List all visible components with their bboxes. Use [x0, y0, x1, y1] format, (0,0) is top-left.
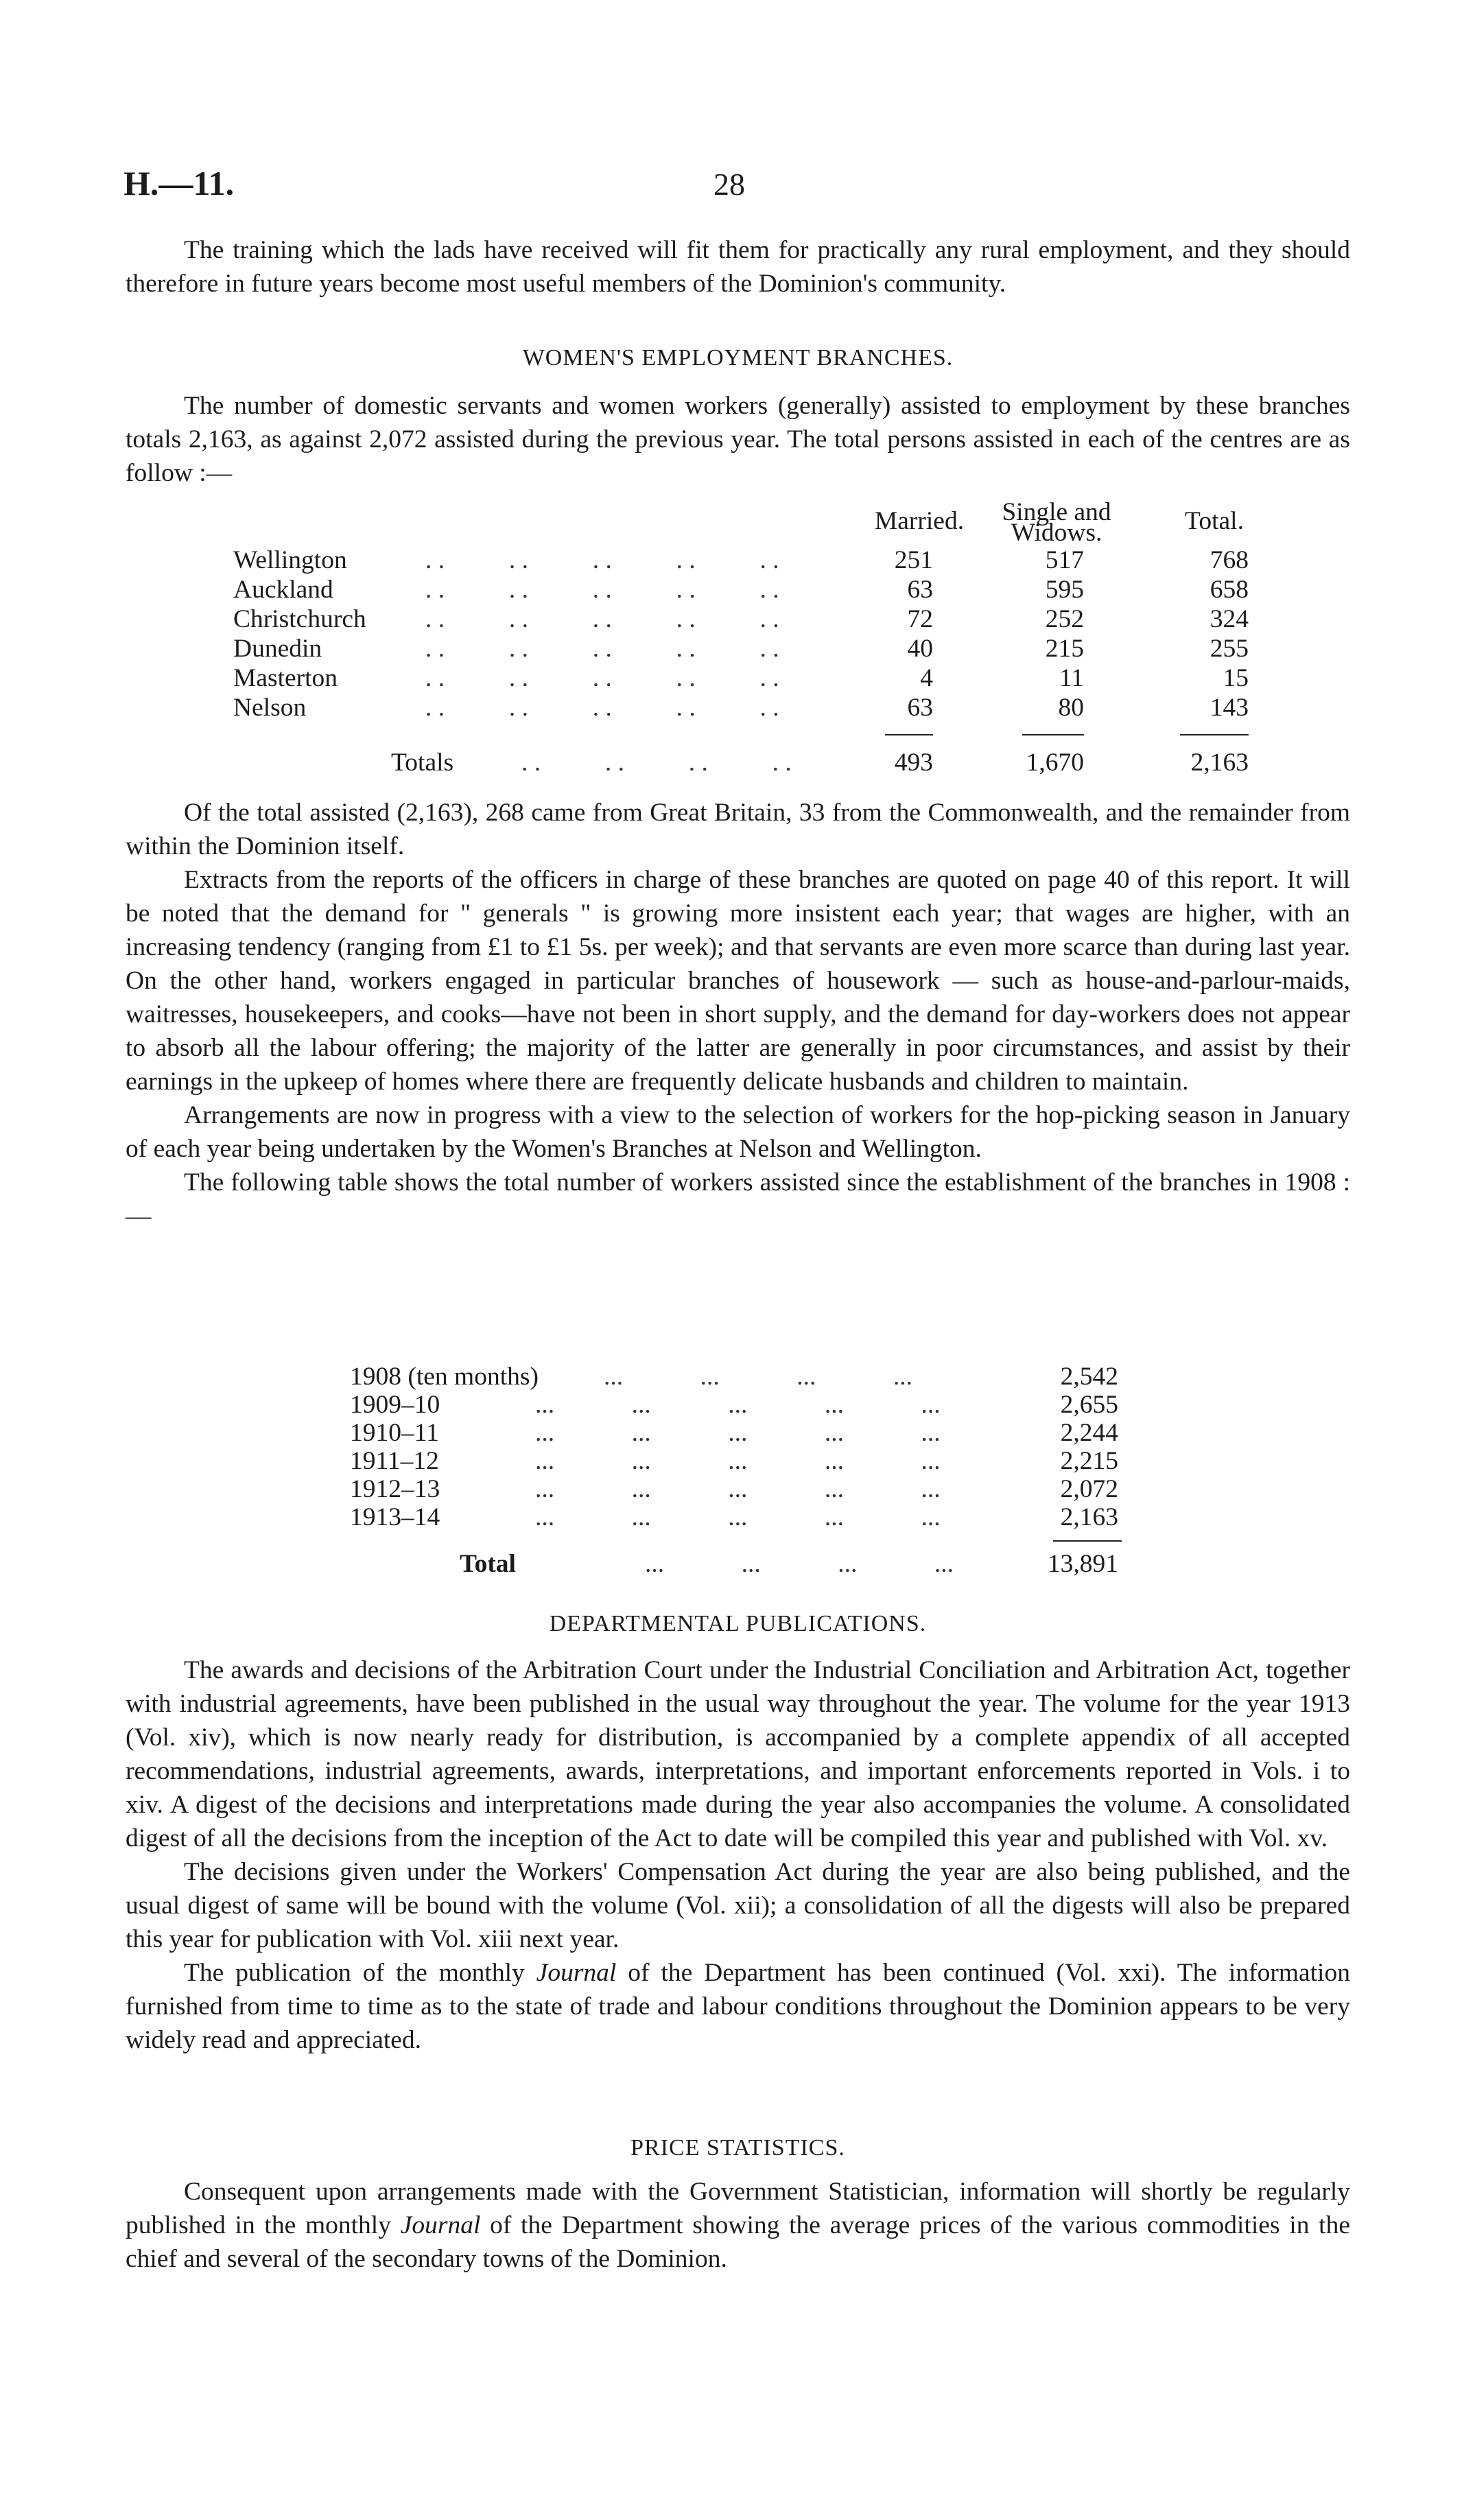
paragraph: Arrangements are now in progress with a view to the selection of workers for the hop-picking season in January of each year being undertaken by the Women's Branches at Nelson and Wellington.	[126, 1101, 1350, 1163]
year-value: 2,244	[1060, 1419, 1118, 1447]
paragraph: The following table shows the total number of workers assisted since the establishment of the branches in 1908 :—	[126, 1168, 1350, 1230]
total-value: 15	[1223, 664, 1249, 692]
married-value: 63	[907, 576, 933, 604]
sum-rule	[885, 734, 933, 735]
total-value: 255	[1210, 635, 1249, 663]
sum-rule	[1180, 734, 1249, 735]
year-label: 1910–11	[350, 1419, 439, 1447]
sum-rule	[1022, 734, 1084, 735]
centre-name: Nelson	[233, 694, 307, 722]
page-number: 28	[713, 167, 745, 202]
centre-name: Masterton	[233, 664, 338, 692]
totals-single: 1,670	[1026, 749, 1084, 777]
single-value: 517	[1045, 546, 1084, 574]
single-value: 252	[1045, 605, 1084, 633]
single-value: 80	[1058, 694, 1084, 722]
paragraph: The publication of the monthly Journal of the Department has been continued (Vol. xxi). The information furnished from time to time as to the state of trade and labour conditions throughout the Dominion appears to be very widely read and appreciated.	[126, 1959, 1350, 2054]
year-value: 2,542	[1060, 1363, 1118, 1391]
years-total-value: 13,891	[1047, 1550, 1118, 1578]
col-header-total: Total.	[1185, 507, 1244, 535]
year-value: 2,163	[1060, 1503, 1118, 1531]
year-value: 2,215	[1060, 1447, 1118, 1475]
paragraph: Of the total assisted (2,163), 268 came from Great Britain, 33 from the Commonwealth, and the remainder from within the Dominion itself.	[126, 799, 1350, 860]
leader-dots: . . . . . . . . . .	[425, 576, 779, 604]
year-label: 1911–12	[350, 1447, 439, 1475]
leader-dots: . . . . . . . . . .	[425, 694, 779, 722]
publications-heading: DEPARTMENTAL PUBLICATIONS.	[549, 1611, 927, 1636]
price-body	[126, 2175, 1350, 2276]
leader-dots: ... ... ... ...	[604, 1363, 912, 1391]
total-value: 658	[1210, 576, 1249, 604]
totals-total: 2,163	[1190, 749, 1249, 777]
journal-title: Journal	[536, 1959, 617, 1987]
total-value: 324	[1210, 605, 1249, 633]
leader-dots: ... ... ... ... ...	[535, 1503, 941, 1531]
document-code: H.—11.	[123, 164, 235, 202]
paragraph: The decisions given under the Workers' Compensation Act during the year are also being published, and the usual digest of same will be bound with the volume (Vol. xii); a consolidation of all the digests will also be prepared this year for publication with Vol. xiii next year.	[126, 1858, 1350, 1953]
married-value: 40	[907, 635, 933, 663]
years-total-label: Total	[460, 1550, 516, 1578]
single-value: 11	[1059, 664, 1084, 692]
year-label: 1909–10	[350, 1391, 440, 1419]
married-value: 72	[907, 605, 933, 633]
leader-dots: . . . . . . . .	[521, 749, 792, 777]
centre-name: Auckland	[233, 576, 333, 604]
leader-dots: . . . . . . . . . .	[425, 546, 779, 574]
single-value: 215	[1045, 635, 1084, 663]
leader-dots: ... ... ... ... ...	[535, 1475, 941, 1503]
leader-dots: ... ... ... ... ...	[535, 1419, 941, 1447]
journal-title: Journal	[400, 2211, 481, 2239]
leader-dots: . . . . . . . . . .	[425, 664, 779, 692]
married-value: 251	[894, 546, 933, 574]
married-value: 4	[920, 664, 933, 692]
single-value: 595	[1045, 576, 1084, 604]
paragraph: The awards and decisions of the Arbitration Court under the Industrial Conciliation and Arbitration Act, together with industrial agreements, have been published in the usual way throughout the year. The volume for the year 1913 (Vol. xiv), which is now nearly ready for distribution, is accompanied by a complete appendix of all accepted recommendations, industrial agreements, awards, interpretations, and important enforcements reported in Vols. i to xiv. A digest of the decisions and interpretations made during the year also accompanies the volume. A consolidated digest of all the decisions from the inception of the Act to date will be compiled this year and published with Vol. xv.	[126, 1656, 1350, 1852]
year-value: 2,655	[1060, 1391, 1118, 1419]
col-header-married: Married.	[874, 507, 965, 535]
intro-paragraph: The training which the lads have received will fit them for practically any rural employment, and they should therefore in future years become most useful members of the Dominion's community.	[126, 236, 1350, 298]
womens-heading: WOMEN'S EMPLOYMENT BRANCHES.	[522, 345, 954, 370]
centre-name: Wellington	[233, 546, 347, 574]
leader-dots: . . . . . . . . . .	[425, 635, 779, 663]
year-label: 1912–13	[350, 1475, 440, 1503]
leader-dots: ... ... ... ... ...	[535, 1447, 941, 1475]
year-value: 2,072	[1060, 1475, 1118, 1503]
sum-rule	[1053, 1540, 1122, 1542]
paragraph: Extracts from the reports of the officers in charge of these branches are quoted on page 40 of this report. It will be noted that the demand for " generals " is growing more insistent each year; that wages are higher, with an increasing tendency (ranging from £1 to £1 5s. per week); and that servants are even more scarce than during last year. On the other hand, workers engaged in particular branches of housework — such as house-and-parlour-maids, waitresses, housekeepers, and cooks—have not been in short supply, and the demand for day-workers does not appear to absorb all the labour offering; the majority of the latter are generally in poor circumstances, and assist by their earnings in the upkeep of homes where there are frequently delicate husbands and children to maintain.	[126, 866, 1350, 1096]
leader-dots: ... ... ... ... ...	[535, 1391, 941, 1419]
leader-dots: . . . . . . . . . .	[425, 605, 779, 633]
paragraph: Consequent upon arrangements made with the Government Statistician, information will shortly be regularly published in the monthly Journal of the Department showing the average prices of the various commodities in the chief and several of the secondary towns of the Dominion.	[126, 2178, 1350, 2273]
married-value: 63	[907, 694, 933, 722]
womens-body	[126, 796, 1350, 1233]
publications-body	[126, 1653, 1350, 2057]
price-heading: PRICE STATISTICS.	[630, 2135, 845, 2160]
totals-label: Totals	[391, 749, 454, 777]
total-value: 143	[1210, 694, 1249, 722]
year-label: 1913–14	[350, 1503, 440, 1531]
centre-name: Christchurch	[233, 605, 366, 633]
col-header-single: Single and Widows.	[1002, 498, 1111, 547]
total-value: 768	[1210, 546, 1249, 574]
year-label: 1908 (ten months)	[350, 1363, 539, 1391]
totals-married: 493	[894, 749, 933, 777]
leader-dots: ... ... ... ...	[645, 1550, 954, 1578]
womens-intro: The number of domestic servants and women workers (generally) assisted to employment by these branches totals 2,163, as against 2,072 assisted during the previous year. The total persons assisted in each of the centres are as follow :—	[126, 392, 1350, 487]
centre-name: Dunedin	[233, 635, 322, 663]
